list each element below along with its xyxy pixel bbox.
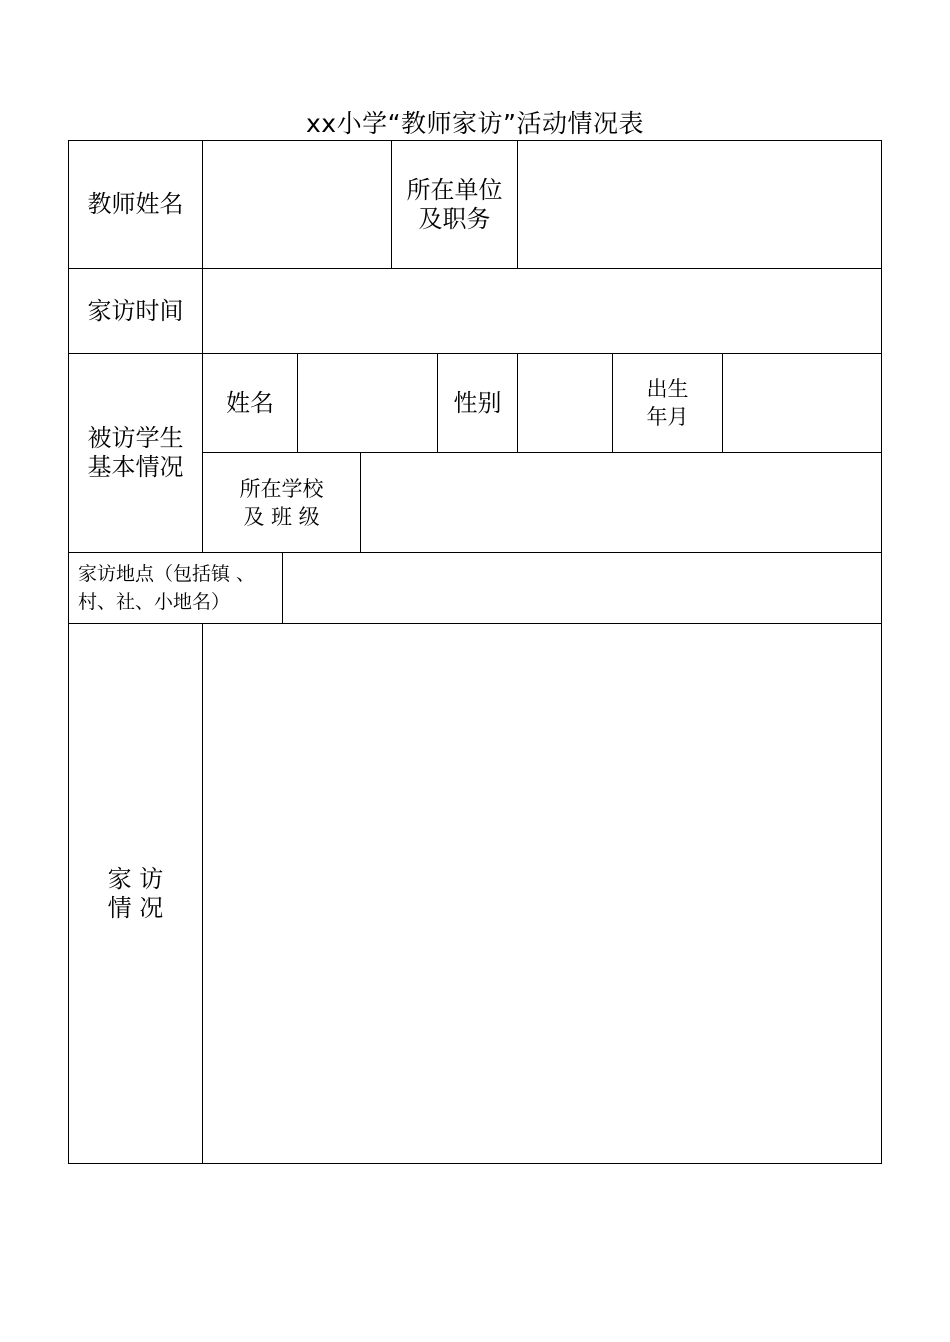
teacher-name-label: 教师姓名: [87, 190, 184, 218]
visit-time-field[interactable]: [203, 269, 881, 353]
visit-location-label: 家访地点（包括镇 、 村、社、小地名）: [78, 563, 256, 613]
student-name-field[interactable]: [298, 354, 437, 452]
page-title: xx小学“教师家访”活动情况表: [306, 109, 644, 138]
visit-time-label: 家访时间: [87, 296, 184, 325]
school-class-label: 所在学校 及 班 级: [239, 476, 324, 529]
gender-field[interactable]: [518, 354, 612, 452]
visit-details-field[interactable]: [203, 624, 881, 1163]
visit-details-label: 家 访 情 况: [107, 864, 164, 922]
school-class-field[interactable]: [361, 453, 881, 552]
gender-label: 性别: [453, 388, 502, 417]
student-name-label: 姓名: [226, 388, 274, 417]
student-basic-label: 被访学生 基本情况: [87, 424, 184, 481]
unit-position-label: 所在单位 及职务: [406, 175, 503, 233]
birth-label: 出生 年月: [646, 377, 689, 429]
unit-position-field[interactable]: [518, 141, 881, 268]
teacher-name-field[interactable]: [203, 141, 391, 268]
birth-field[interactable]: [723, 354, 881, 452]
visit-location-field[interactable]: [283, 553, 881, 623]
